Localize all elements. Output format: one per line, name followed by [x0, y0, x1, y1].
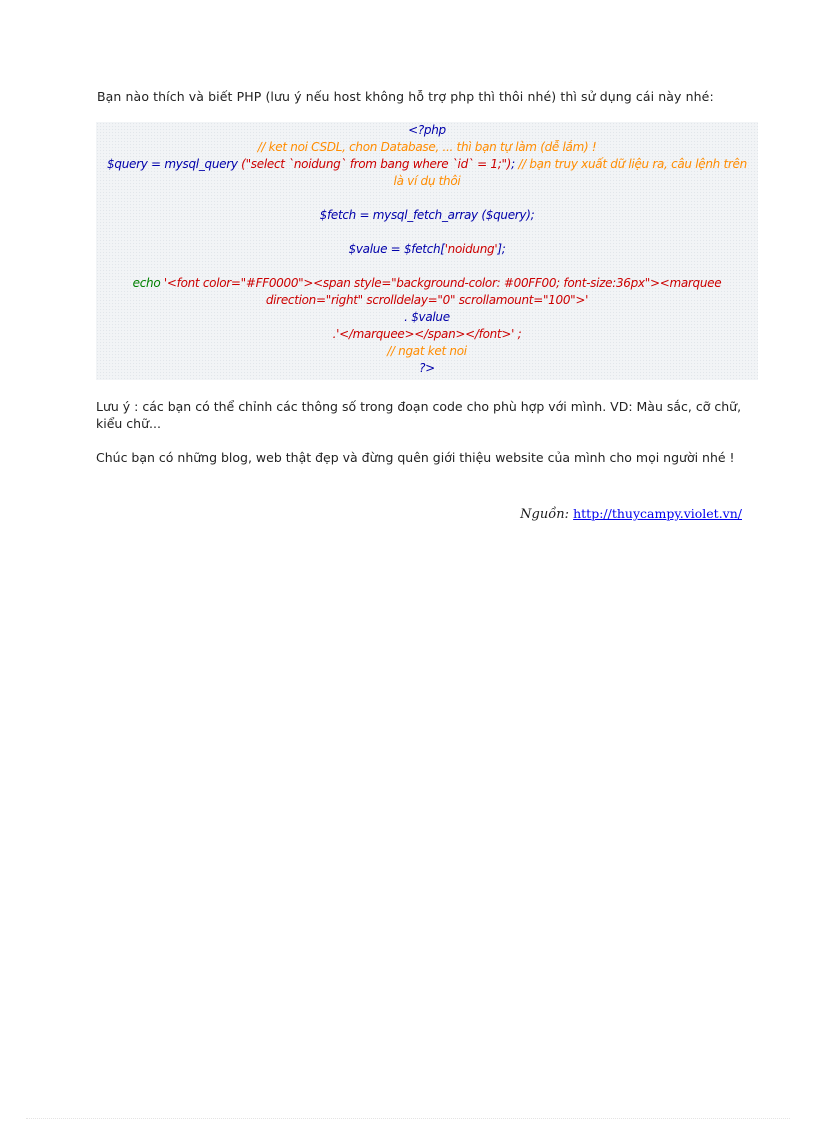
code-comment-connect: // ket noi CSDL, chon Database, ... thì bạn tự làm (dễ lắm) !: [257, 140, 597, 154]
code-echo-line: [96, 275, 758, 309]
code-blank-line: [96, 258, 758, 275]
code-comment-close: // ngat ket noi: [387, 344, 467, 358]
note-paragraph: Lưu ý : các bạn có thể chỉnh các thông số trong đoạn code cho phù hợp với mình. VD: Màu sắc, cỡ chữ, kiểu chữ...: [96, 399, 742, 431]
code-assign-op: =: [147, 157, 165, 171]
code-value-line: [96, 241, 758, 258]
code-query-arg: ("select `noidung` from bang where `id` = 1;"): [237, 157, 512, 171]
page-bottom-divider: [26, 1118, 790, 1119]
code-query-var: $query: [107, 157, 148, 171]
code-echo-keyword: echo: [132, 276, 164, 290]
source-label: Nguồn:: [520, 507, 569, 522]
php-code-block: [96, 122, 758, 380]
code-close-tag: ?>: [419, 361, 435, 375]
code-value-key: 'noidung': [444, 242, 498, 256]
code-open-tag: <?php: [408, 123, 446, 137]
code-blank-line: [96, 190, 758, 207]
source-link[interactable]: http://thuycampy.violet.vn/: [573, 506, 742, 521]
code-value-end: ];: [497, 242, 506, 256]
code-fetch-line: $fetch = mysql_fetch_array ($query);: [319, 208, 535, 222]
code-concat-value: . $value: [404, 310, 450, 324]
wish-paragraph: Chúc bạn có những blog, web thật đẹp và đừng quên giới thiệu website của mình cho mọi người nhé !: [96, 450, 735, 465]
code-query-line: [96, 156, 758, 190]
code-close-string: .'</marquee></span></font>' ;: [332, 327, 522, 341]
source-line: [520, 506, 756, 522]
code-blank-line: [96, 224, 758, 241]
code-echo-string: '<font color="#FF0000"><span style="background-color: #00FF00; font-size:36px"><marquee direction="right" scrolldelay="0" scrollamount="100">': [163, 276, 722, 307]
code-query-end: ;: [511, 157, 515, 171]
code-query-func: mysql_query: [164, 157, 238, 171]
code-value-var: $value = $fetch[: [348, 242, 445, 256]
intro-paragraph: Bạn nào thích và biết PHP (lưu ý nếu host không hỗ trợ php thì thôi nhé) thì sử dụng cái này nhé:: [97, 89, 714, 104]
code-query-comment: // bạn truy xuất dữ liệu ra, câu lệnh trên là ví dụ thôi: [393, 157, 747, 188]
